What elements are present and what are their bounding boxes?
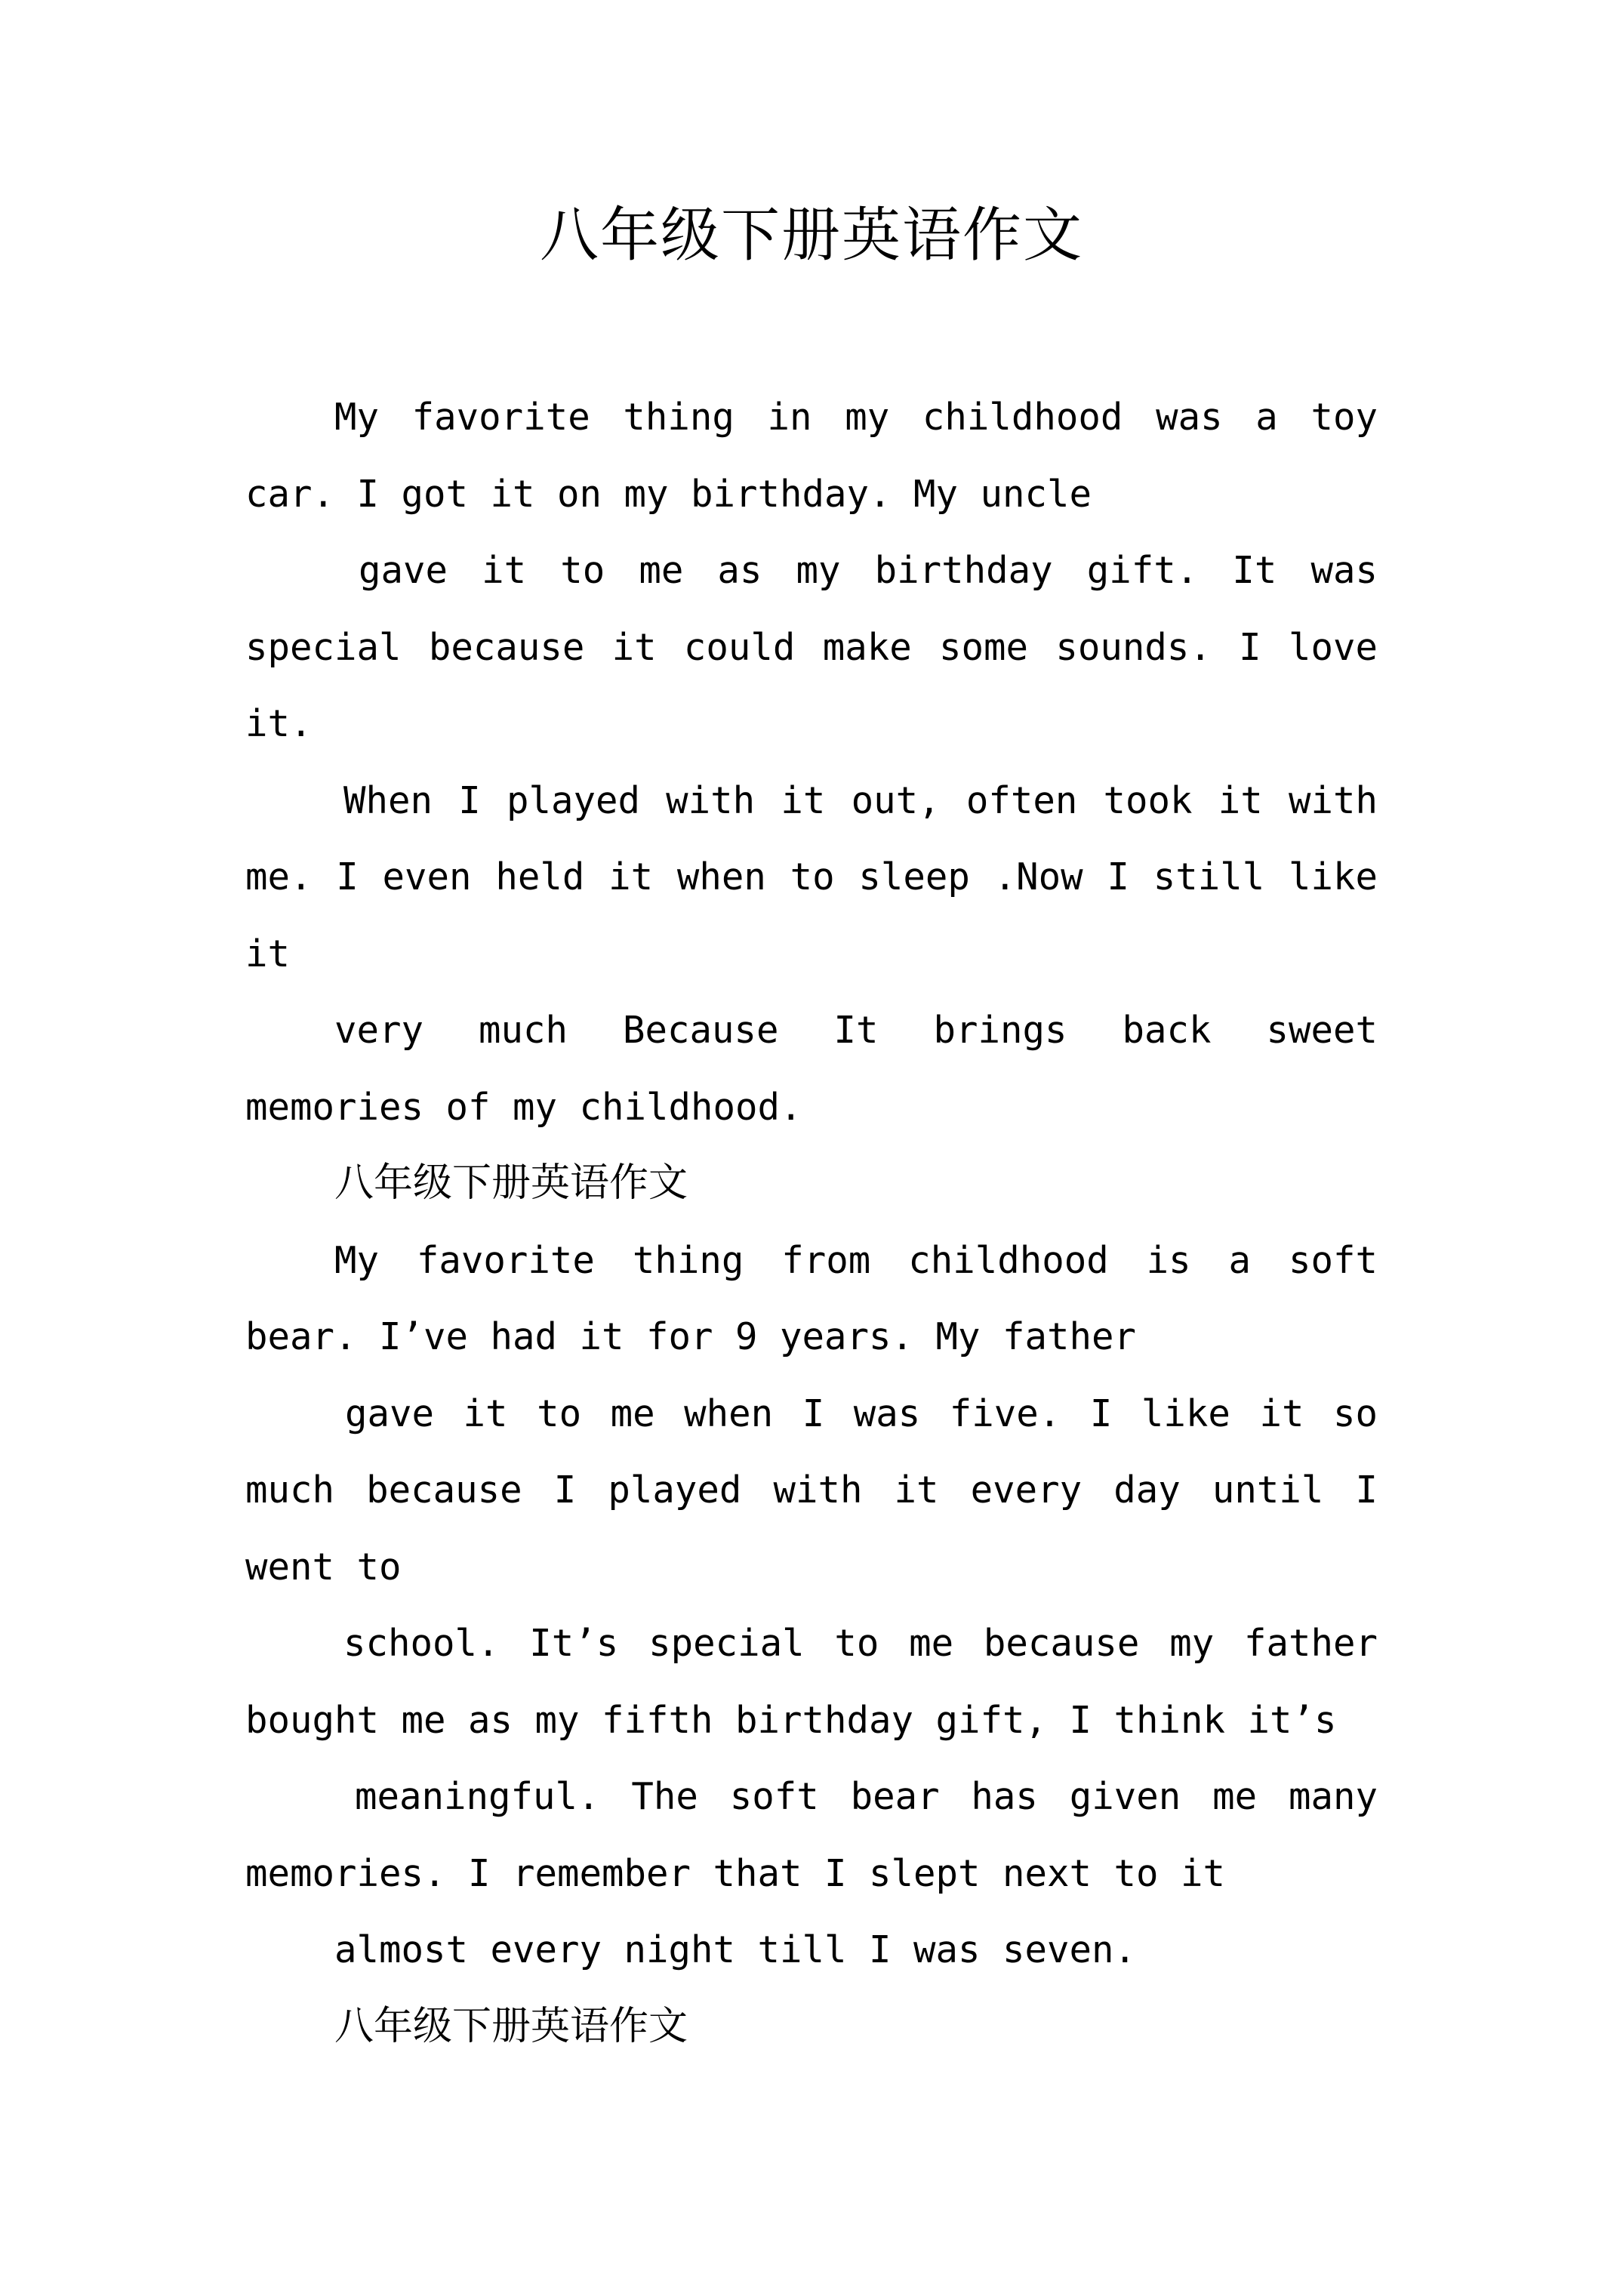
- section-heading: 八年级下册英语作文: [334, 2003, 688, 2049]
- paragraph: almost every night till I was seven.: [334, 1928, 1137, 1971]
- document-body: [245, 379, 1378, 2065]
- document-title: 八年级下册英语作文: [539, 202, 1083, 270]
- paragraph: very much Because It brings back sweet memories of my childhood.: [245, 1009, 1378, 1129]
- paragraph: My favorite thing from childhood is a soft bear. I’ve had it for 9 years. My father: [245, 1238, 1378, 1358]
- paragraph: My favorite thing in my childhood was a toy car. I got it on my birthday. My uncle: [245, 396, 1378, 516]
- paragraph: gave it to me as my birthday gift. It was special because it could make some sounds. I love it.: [245, 549, 1378, 745]
- paragraph: gave it to me when I was five. I like it so much because I played with it every day until I went to: [245, 1391, 1378, 1589]
- section-heading: 八年级下册英语作文: [334, 1160, 688, 1206]
- paragraph: When I played with it out, often took it with me. I even held it when to sleep .Now I still like it: [245, 778, 1378, 975]
- paragraph: meaningful. The soft bear has given me many memories. I remember that I slept next to it: [245, 1775, 1378, 1895]
- paragraph: school. It’s special to me because my father bought me as my fifth birthday gift, I think it’s: [245, 1622, 1378, 1742]
